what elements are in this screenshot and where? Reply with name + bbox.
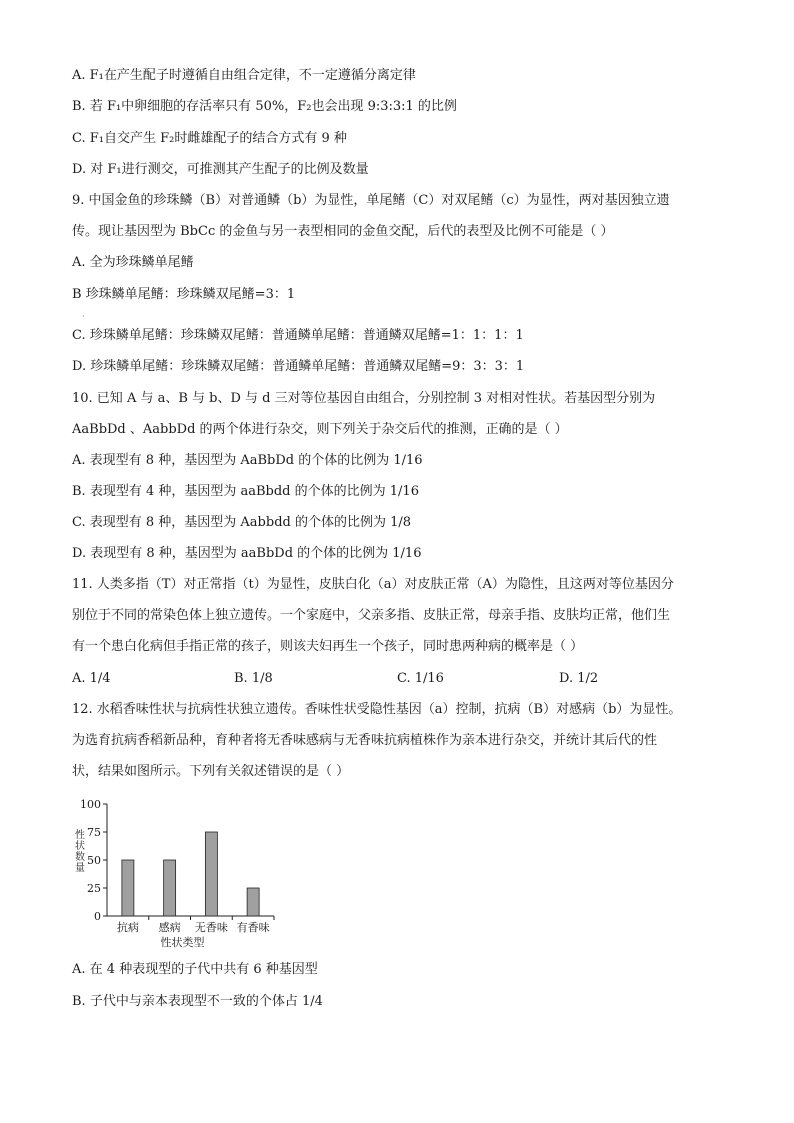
q10-option-a: A. 表现型有 8 种，基因型为 AaBbDd 的个体的比例为 1/16 bbox=[72, 453, 423, 468]
q12-stem-line-2: 为选育抗病香稻新品种，育种者将无香味感病与无香味抗病植株作为亲本进行杂交，并统计其后代的性 bbox=[72, 733, 658, 748]
q10-option-c: C. 表现型有 8 种，基因型为 Aabbdd 的个体的比例为 1/8 bbox=[72, 515, 412, 530]
q9-option-a: A. 全为珍珠鳞单尾鳍 bbox=[72, 255, 194, 270]
bar bbox=[164, 860, 176, 916]
bar bbox=[122, 860, 134, 916]
q11-option-a: A. 1/4 bbox=[72, 671, 111, 686]
q12-stem-line-3: 状，结果如图所示。下列有关叙述错误的是（ ） bbox=[72, 764, 350, 779]
q9-stem-line-1: 9. 中国金鱼的珍珠鳞（B）对普通鳞（b）为显性，单尾鳍（C）对双尾鳍（c）为显性，两对基因独立遗 bbox=[72, 193, 670, 208]
q8-option-d: D. 对 F₁进行测交，可推测其产生配子的比例及数量 bbox=[72, 162, 369, 177]
x-tick-label: 抗病 bbox=[116, 921, 139, 934]
q11-stem-line-1: 11. 人类多指（T）对正常指（t）为显性，皮肤白化（a）对皮肤正常（A）为隐性，且这两对等位基因分 bbox=[72, 577, 674, 592]
q8-option-c: C. F₁自交产生 F₂时雌雄配子的结合方式有 9 种 bbox=[72, 131, 347, 146]
q11-option-b: B. 1/8 bbox=[234, 671, 273, 686]
q10-stem-line-1: 10. 已知 A 与 a、B 与 b、D 与 d 三对等位基因自由组合，分别控制 3 对相对性状。若基因型分别为 bbox=[72, 391, 656, 406]
y-axis-title-char: 数 bbox=[75, 852, 85, 863]
y-axis-title bbox=[75, 828, 85, 874]
q11-stem-line-3: 有一个患白化病但手指正常的孩子，则该夫妇再生一个孩子，同时患两种病的概率是（ ） bbox=[72, 639, 584, 654]
q10-option-d: D. 表现型有 8 种，基因型为 aaBbDd 的个体的比例为 1/16 bbox=[72, 546, 422, 561]
q9-option-c: C. 珍珠鳞单尾鳍：珍珠鳞双尾鳍：普通鳞单尾鳍：普通鳞双尾鳍=1：1：1：1 bbox=[72, 328, 524, 343]
chart-bars bbox=[122, 832, 259, 916]
y-tick-label: 0 bbox=[94, 910, 101, 923]
y-tick-label: 25 bbox=[87, 882, 101, 895]
q12-option-a: A. 在 4 种表现型的子代中共有 6 种基因型 bbox=[72, 962, 318, 977]
q12-option-b: B. 子代中与亲本表现型不一致的个体占 1/4 bbox=[72, 994, 323, 1009]
q9-option-d: D. 珍珠鳞单尾鳍：珍珠鳞双尾鳍：普通鳞单尾鳍：普通鳞双尾鳍=9：3：3：1 bbox=[72, 359, 525, 374]
q11-option-d: D. 1/2 bbox=[559, 671, 599, 686]
q11-stem-line-2: 别位于不同的常染色体上独立遗传。一个家庭中，父亲多指、皮肤正常，母亲手指、皮肤均正常，他们生 bbox=[72, 608, 671, 623]
y-axis-title-char: 性 bbox=[75, 830, 85, 841]
x-tick-label: 无香味 bbox=[194, 921, 228, 934]
y-tick-label: 100 bbox=[80, 798, 101, 811]
q8-option-a: A. F₁在产生配子时遵循自由组合定律，不一定遵循分离定律 bbox=[72, 68, 416, 83]
bar bbox=[247, 888, 259, 916]
bar bbox=[205, 832, 217, 916]
q10-stem-line-2: AaBbDd 、AabbDd 的两个体进行杂交，则下列关于杂交后代的推测，正确的是（ ） bbox=[72, 422, 568, 437]
y-axis-title-char: 状 bbox=[75, 841, 85, 852]
q9-option-b: B 珍珠鳞单尾鳍：珍珠鳞双尾鳍=3：1 bbox=[72, 287, 296, 302]
q9-stem-line-2: 传。现让基因型为 BbCc 的金鱼与另一表型相同的金鱼交配，后代的表型及比例不可能是（ ） bbox=[72, 224, 614, 239]
x-tick-label: 有香味 bbox=[236, 921, 270, 934]
q12-stem-line-1: 12. 水稻香味性状与抗病性状独立遗传。香味性状受隐性基因（a）控制，抗病（B）对感病（b）为显性。 bbox=[72, 702, 682, 717]
stray-mark: · bbox=[82, 312, 85, 321]
x-tick-label: 感病 bbox=[158, 921, 181, 934]
trait-bar-chart bbox=[62, 793, 292, 953]
q11-option-c: C. 1/16 bbox=[397, 671, 444, 686]
x-axis-title: 性状类型 bbox=[160, 936, 205, 949]
y-tick-label: 50 bbox=[87, 854, 101, 867]
q8-option-b: B. 若 F₁中卵细胞的存活率只有 50%，F₂也会出现 9:3:3:1 的比例 bbox=[72, 99, 457, 114]
y-tick-label: 75 bbox=[87, 826, 101, 839]
q10-option-b: B. 表现型有 4 种，基因型为 aaBbdd 的个体的比例为 1/16 bbox=[72, 484, 419, 499]
y-axis-title-char: 量 bbox=[75, 863, 85, 874]
